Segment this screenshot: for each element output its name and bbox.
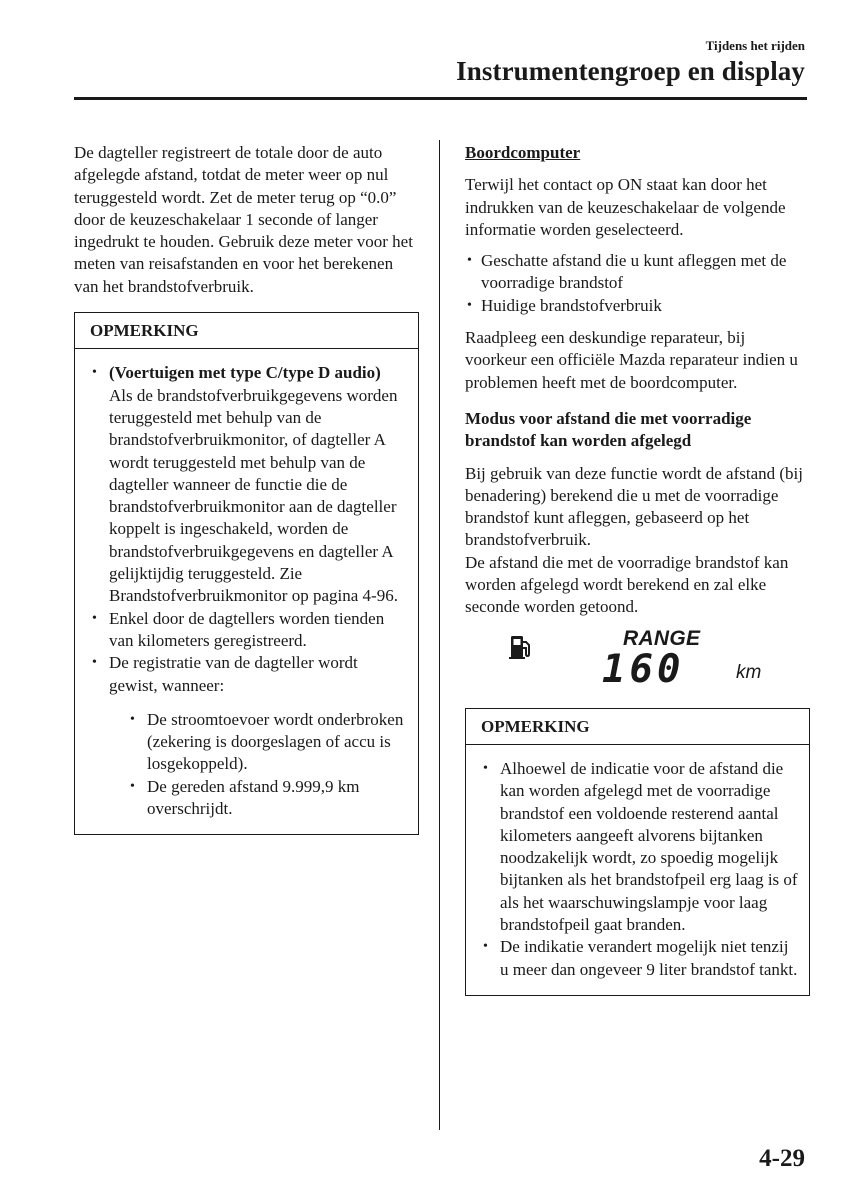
trip-meter-paragraph: De dagteller registreert de totale door de auto afgelegde afstand, totdat de meter weer op nul teruggesteld wordt. Zet de meter terug op “0.0” door de keuzeschakelaar 1 seconde of langer ingedrukt te houden. Gebruik deze meter voor het meten van reisafstanden en voor het berekenen van het brandstofverbruik. bbox=[74, 143, 413, 296]
note-item-text: De registratie van de dagteller wordt gewist, wanneer: bbox=[109, 653, 358, 695]
note-body bbox=[75, 349, 418, 834]
list-item: • Enkel door de dagtellers worden tienden van kilometers geregistreerd. bbox=[89, 608, 410, 653]
note-body bbox=[466, 745, 809, 995]
boordcomputer-intro: Terwijl het contact op ON staat kan door het indrukken van de keuzeschakelaar de volgende informatie worden geselecteerd. bbox=[465, 175, 786, 239]
note-list bbox=[480, 758, 801, 981]
page-number: 4-29 bbox=[759, 1145, 805, 1172]
note-box-right bbox=[465, 708, 810, 996]
note-item-text: Als de brandstofverbruikgegevens worden teruggesteld met behulp van de brandstofverbruikmonitor, of dagteller A wordt teruggesteld met behulp van de dagteller wanneer de functie die de brandstofverbruikmonitor aan de dagteller koppelt is ingeschakeld, worden de brandstofverbruikgegevens en dagteller A gelijktijdig teruggesteld. Zie Brandstofverbruikmonitor op pagina 4-96. bbox=[109, 385, 398, 606]
consult-paragraph: Raadpleeg een deskundige reparateur, bij voorkeur een officiële Mazda reparateur indien u problemen heeft met de boordcomputer. bbox=[465, 328, 798, 392]
list-item bbox=[89, 652, 410, 820]
range-unit: km bbox=[736, 661, 762, 683]
mode-paragraph-1: Bij gebruik van deze functie wordt de afstand (bij benadering) berekend die u met de voorradige brandstof kunt afleggen, gebaseerd op het brandstofverbruik. bbox=[465, 463, 803, 550]
list-item bbox=[89, 362, 410, 607]
range-value: 160 bbox=[602, 646, 685, 692]
list-item: • De indikatie verandert mogelijk niet tenzij u meer dan ongeveer 9 liter brandstof tankt. bbox=[480, 936, 801, 981]
note-heading: OPMERKING bbox=[466, 709, 809, 745]
sub-list-item: • De gereden afstand 9.999,9 km overschrijdt. bbox=[127, 776, 410, 821]
column-divider bbox=[439, 140, 440, 1130]
mode-paragraph-2: De afstand die met de voorradige brandstof kan worden afgelegd wordt berekend en zal elke seconde worden getoond. bbox=[465, 552, 789, 617]
note-item-title: (Voertuigen met type C/type D audio) bbox=[109, 363, 381, 383]
header-divider bbox=[74, 97, 807, 100]
info-list bbox=[465, 250, 810, 317]
section-subheading: Boordcomputer bbox=[465, 143, 581, 162]
list-item: • Alhoewel de indicatie voor de afstand die kan worden afgelegd met de voorradige brandstof een voldoende resterend aantal kilometers aangeeft alvorens bijtanken noodzakelijk wordt, zo spoedig mogelijk bijtanken als het brandstofpeil erg laag is of als het waarschuwingslampje voor laag brandstofpeil gaat branden. bbox=[480, 758, 801, 936]
right-column bbox=[465, 142, 810, 996]
left-column bbox=[74, 142, 419, 835]
fuel-pump-icon bbox=[509, 634, 533, 660]
section-title: Tijdens het rijden bbox=[705, 38, 805, 53]
range-label: RANGE bbox=[623, 626, 701, 650]
list-item: • Huidige brandstofverbruik bbox=[465, 295, 810, 317]
page-title: Instrumentengroep en display bbox=[456, 56, 805, 86]
note-heading: OPMERKING bbox=[75, 313, 418, 349]
mode-heading: Modus voor afstand die met voorradige brandstof kan worden afgelegd bbox=[465, 408, 752, 451]
sub-list bbox=[109, 709, 410, 820]
list-item: • Geschatte afstand die u kunt afleggen met de voorradige brandstof bbox=[465, 250, 810, 295]
note-box-left bbox=[74, 312, 419, 835]
range-display bbox=[465, 626, 810, 696]
sub-list-item: • De stroomtoevoer wordt onderbroken (zekering is doorgeslagen of accu is losgekoppeld). bbox=[127, 709, 410, 776]
note-list bbox=[89, 362, 410, 820]
